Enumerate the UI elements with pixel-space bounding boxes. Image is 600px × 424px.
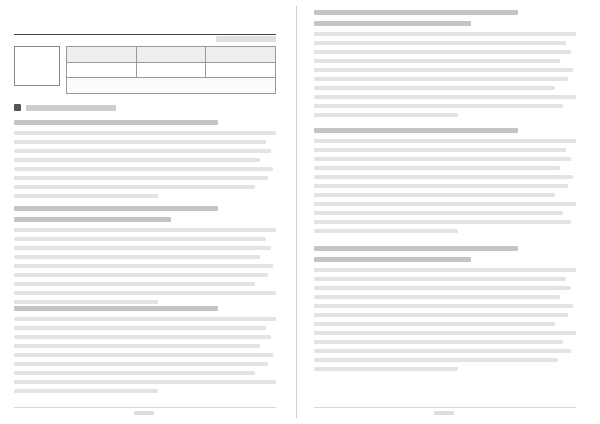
body-text-line xyxy=(314,229,458,233)
section-heading-line xyxy=(314,10,518,15)
section-heading-line xyxy=(314,246,518,251)
body-text-line xyxy=(14,140,266,144)
body-text-line xyxy=(14,237,266,241)
body-text-line xyxy=(14,246,271,250)
body-text-line xyxy=(14,149,271,153)
body-text-line xyxy=(14,344,260,348)
body-text-line xyxy=(314,77,568,81)
body-text-line xyxy=(314,286,571,290)
body-text-line xyxy=(314,32,576,36)
body-text-line xyxy=(314,322,555,326)
body-text-line xyxy=(14,264,273,268)
body-text-line xyxy=(14,371,255,375)
body-text-line xyxy=(14,131,276,135)
body-text-line xyxy=(14,380,276,384)
order-of-service xyxy=(14,46,276,96)
section-heading-line xyxy=(314,128,518,133)
body-text-line xyxy=(314,220,571,224)
bulletin-title-area xyxy=(14,14,276,35)
body-text-line xyxy=(314,139,576,143)
body-text-line xyxy=(314,175,573,179)
body-text-line xyxy=(314,95,576,99)
body-text-line xyxy=(314,166,560,170)
section-heading-line xyxy=(14,217,171,222)
body-text-line xyxy=(314,211,563,215)
body-text-line xyxy=(314,349,571,353)
body-text-line xyxy=(314,340,563,344)
section-right-2 xyxy=(314,128,576,238)
body-text-line xyxy=(14,158,260,162)
body-text-line xyxy=(314,184,568,188)
body-text-line xyxy=(14,317,276,321)
body-text-line xyxy=(14,353,273,357)
body-text-line xyxy=(314,202,576,206)
body-text-line xyxy=(14,194,158,198)
body-text-line xyxy=(314,193,555,197)
body-text-line xyxy=(314,358,558,362)
body-text-line xyxy=(314,104,563,108)
body-text-line xyxy=(14,167,273,171)
service-table-header xyxy=(67,47,276,63)
body-text-line xyxy=(314,277,566,281)
page-footer xyxy=(14,407,276,416)
service-date-box xyxy=(14,46,60,86)
body-text-line xyxy=(14,335,271,339)
body-text-line xyxy=(314,157,571,161)
section-heading-line xyxy=(314,21,471,26)
section-heading-line xyxy=(314,257,471,262)
body-text-line xyxy=(314,50,571,54)
body-text-line xyxy=(14,273,268,277)
body-text-line xyxy=(314,148,566,152)
body-text-line xyxy=(14,300,158,304)
sermon-title xyxy=(14,102,276,114)
body-text-line xyxy=(314,268,576,272)
section-left-2 xyxy=(14,206,276,309)
section-right-1 xyxy=(314,10,576,122)
body-text-line xyxy=(14,255,260,259)
page-footer xyxy=(314,407,576,416)
body-text-line xyxy=(14,228,276,232)
service-table-row xyxy=(67,62,276,78)
body-text-line xyxy=(314,367,458,371)
section-heading-line xyxy=(14,206,218,211)
body-text-line xyxy=(14,389,158,393)
body-text-line xyxy=(314,313,568,317)
masthead xyxy=(14,8,276,44)
section-right-3 xyxy=(314,246,576,376)
body-text-line xyxy=(314,304,573,308)
body-text-line xyxy=(314,295,560,299)
body-text-line xyxy=(14,362,268,366)
body-text-line xyxy=(314,86,555,90)
right-page xyxy=(300,0,590,424)
service-table xyxy=(66,46,276,94)
church-name-area xyxy=(216,36,276,42)
left-page xyxy=(0,0,290,424)
body-text-line xyxy=(14,291,276,295)
body-text-line xyxy=(14,185,255,189)
body-text-line xyxy=(14,176,268,180)
section-heading-line xyxy=(14,306,218,311)
body-text-line xyxy=(314,59,560,63)
section-heading-line xyxy=(14,120,218,125)
body-text-line xyxy=(314,331,576,335)
section-left-1 xyxy=(14,120,276,203)
section-left-3 xyxy=(14,306,276,398)
service-table-row xyxy=(67,78,276,94)
body-text-line xyxy=(314,41,566,45)
body-text-line xyxy=(314,113,458,117)
body-text-line xyxy=(14,282,255,286)
body-text-line xyxy=(314,68,573,72)
page-fold xyxy=(296,6,297,418)
body-text-line xyxy=(14,326,266,330)
